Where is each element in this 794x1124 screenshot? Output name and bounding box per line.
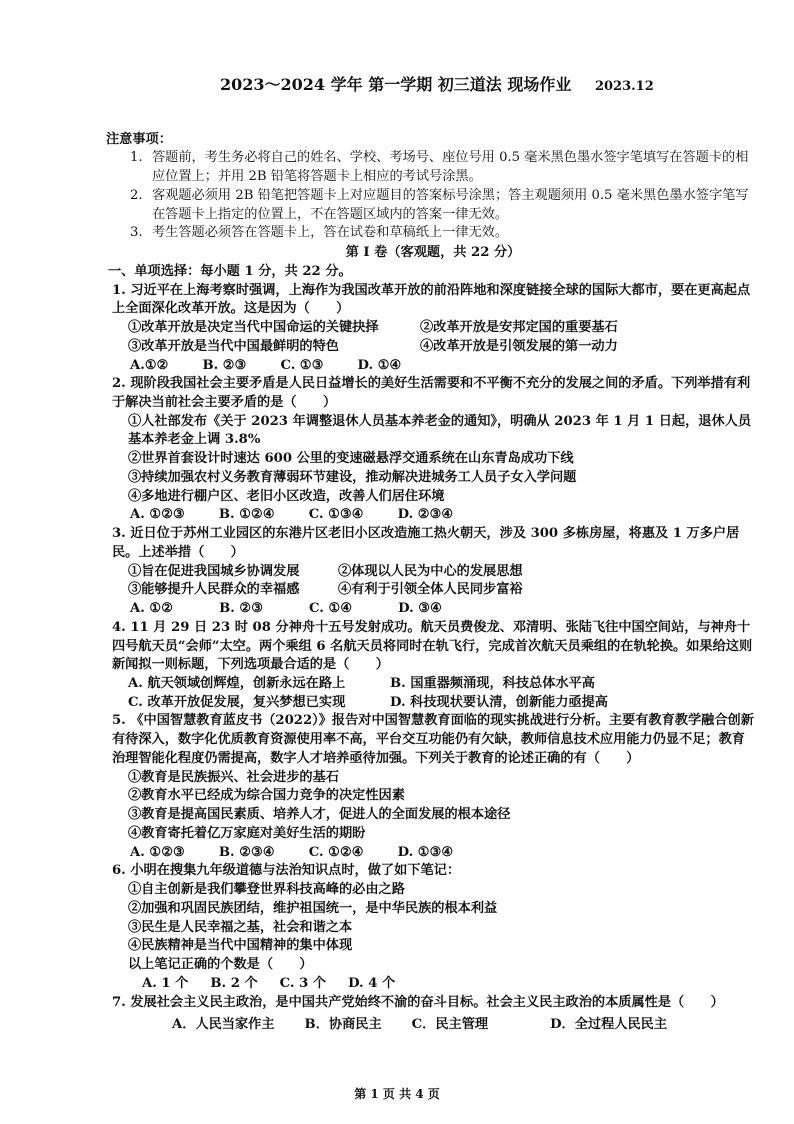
notice-section	[106, 131, 754, 243]
answer-choices	[112, 975, 754, 994]
question-stem: 1. 习近平在上海考察时强调，上海作为我国改革开放的前沿阵地和深度链接全球的国际大都市，要在更高起点上全面深化改革开放。这是因为（ ）	[112, 282, 751, 317]
question-1	[112, 282, 754, 376]
option-item: ①旨在促进我国城乡协调发展	[128, 563, 300, 579]
question-stem: 3. 近日位于苏州工业园区的东港片区老旧小区改造施工热火朝天，涉及 300 多栋房屋，将惠及 1 万多户居民。上述举措（ ）	[112, 526, 740, 560]
answer-choice: D. ②③④	[397, 507, 454, 523]
answer-choice: B. 2 个	[210, 975, 258, 991]
option-item: ④有利于引领全体人民同步富裕	[338, 582, 523, 598]
statement-line: ③民生是人民幸福之基，社会和谐之本	[128, 919, 353, 935]
question-stem: 2. 现阶段我国社会主要矛盾是人民日益增长的美好生活需要和不平衡不充分的发展之间的矛盾。下列举措有利于解决当前社会主要矛盾的是（ ）	[112, 376, 751, 410]
option-item: C. 改革开放促发展，复兴梦想已实现	[128, 694, 346, 710]
answer-choice: C. ①③④	[308, 507, 364, 523]
answer-choice: B. ②③④	[218, 844, 275, 860]
option-item: B. 国重器频涌现，科技总体水平高	[390, 676, 595, 692]
question-2	[112, 375, 754, 525]
answer-choices	[112, 506, 754, 525]
answer-choices	[112, 600, 754, 619]
option-row	[112, 581, 754, 600]
statement-line: ③持续加强农村义务教育薄弱环节建设，推动解决进城务工人员子女入学问题	[128, 469, 577, 485]
statement-line: ④多地进行棚户区、老旧小区改造，改善人们居住环境	[128, 488, 445, 504]
answer-choice: D．全过程人民民主	[550, 1017, 668, 1033]
answer-choice: A.①②	[130, 357, 169, 373]
answer-choice: A. ①②	[130, 601, 174, 617]
question-stem: 4. 11 月 29 日 23 时 08 分神舟十五号发射成功。航天员费俊龙、邓清明、张陆飞往中国空间站，与神舟十四号航天员“会师”太空。两个乘组 6 名航天员将同时在轨飞行，完成首次航天员乘组的在轨轮换。如果给这则新闻拟一则标题，下列选项最合适的是（ ）	[112, 619, 753, 673]
answer-choices	[112, 1016, 754, 1035]
statement-line: ④教育寄托着亿万家庭对美好生活的期盼	[128, 825, 366, 841]
question-4	[112, 619, 754, 713]
answer-choices	[112, 357, 754, 376]
answer-choice: B. ①②④	[218, 507, 275, 523]
statement-line: ①教育是民族振兴、社会进步的基石	[128, 769, 339, 785]
answer-choice: B. ②③	[202, 357, 247, 373]
option-row	[112, 694, 754, 713]
option-item: ③能够提升人民群众的幸福感	[128, 582, 300, 598]
question-6	[112, 862, 754, 993]
notice-title: 注意事项：	[106, 131, 172, 147]
notice-item	[130, 187, 754, 224]
answer-choice: A. ①②③	[130, 507, 185, 523]
page-footer: 第 1 页 共 4 页	[354, 1087, 440, 1101]
answer-choice: C. ①②④	[308, 844, 364, 860]
section-title: 一、单项选择：每小题 1 分，共 22 分。	[108, 263, 352, 279]
notice-text: 答题前，考生务必将自己的姓名、学校、考场号、座位号用 0.5 毫米黑色墨水签字笔填写在答题卡的相应位置上；并用 2B 铅笔将答题卡上相应的考试号涂黑。	[152, 150, 749, 185]
answer-choice: B．协商民主	[304, 1017, 382, 1033]
option-row	[112, 675, 754, 694]
answer-choice: C. ①③	[280, 357, 324, 373]
question-stem: 6. 小明在搜集九年级道德与法治知识点时，做了如下笔记：	[112, 863, 461, 879]
exam-title: 2023～2024 学年 第一学期 初三道法 现场作业	[220, 75, 572, 94]
option-row	[112, 338, 754, 357]
answer-choice: C. 3 个	[279, 975, 327, 991]
answer-choice: C．民主管理	[411, 1017, 489, 1033]
notice-text: 客观题必须用 2B 铅笔把答题卡上对应题目的答案标号涂黑；答主观题须用 0.5 毫米黑色墨水签字笔写在答题卡上指定的位置上，不在答题区域内的答案一律无效。	[152, 187, 749, 222]
question-stem: 5. 《中国智慧教育蓝皮书（2022）》报告对中国智慧教育面临的现实挑战进行分析。主要有教育教学融合创新有待深入，数字化优质教育资源使用率不高，平台交互功能仍有欠缺，教师信息技术应用能力仍显不足；教育治理智能化程度仍需提高，数字人才培养亟待加强。下列关于教育的论述正确的有（ ）	[112, 713, 754, 766]
statement-line: 以上笔记正确的个数是（ ）	[128, 957, 313, 973]
answer-choice: B. ②③	[219, 601, 264, 617]
option-item: A. 航天领域创辉煌，创新永远在路上	[128, 676, 346, 692]
notice-num: 2.	[130, 187, 143, 203]
question-5	[112, 712, 754, 862]
answer-choice: A．人民当家作主	[172, 1017, 275, 1033]
exam-date: 2023.12	[594, 79, 654, 94]
answer-choice: A. 1 个	[142, 975, 189, 991]
option-row	[112, 319, 754, 338]
notice-text: 考生答题必须答在答题卡上，答在试卷和草稿纸上一律无效。	[152, 225, 509, 241]
statement-line: ②世界首套设计时速达 600 公里的变速磁悬浮交通系统在山东青岛成功下线	[128, 451, 574, 467]
part-title: 第 Ⅰ 卷（客观题，共 22 分）	[345, 245, 521, 261]
answer-choice: D. 4 个	[348, 975, 396, 991]
option-item: ②体现以人民为中心的发展思想	[338, 563, 523, 579]
statement-line: ②教育水平已经成为综合国力竞争的决定性因素	[128, 788, 405, 804]
notice-num: 1.	[130, 150, 143, 166]
page-title	[220, 74, 754, 97]
option-item: ①改革开放是决定当代中国命运的关键抉择	[128, 320, 379, 336]
statement-line: ①人社部发布《关于 2023 年调整退休人员基本养老金的通知》，明确从 2023 年 1 月 1 日起，退休人员基本养老金上调 3.8%	[128, 413, 752, 448]
option-item: ④改革开放是引领发展的第一动力	[420, 338, 618, 354]
answer-choice: D. ①④	[357, 357, 402, 373]
notice-item	[130, 149, 754, 186]
question-stem: 7. 发展社会主义民主政治，是中国共产党始终不渝的奋斗目标。社会主义民主政治的本质属性是（ ）	[112, 994, 724, 1010]
statement-line: ①自主创新是我们攀登世界科技高峰的必由之路	[128, 882, 405, 898]
answer-choice: D. ③④	[398, 601, 442, 617]
statement-line: ④民族精神是当代中国精神的集中体现	[128, 938, 353, 954]
statement-line: ②加强和巩固民族团结，维护祖国统一，是中华民族的根本利益	[128, 900, 498, 916]
answer-choices	[112, 844, 754, 863]
option-item: ③改革开放是当代中国最鲜明的特色	[128, 338, 339, 354]
notice-num: 3.	[130, 225, 143, 241]
question-7	[112, 994, 754, 1035]
option-item: ②改革开放是安邦定国的重要基石	[420, 320, 618, 336]
question-3	[112, 525, 754, 619]
statement-line: ③教育是提高国民素质、培养人才，促进人的全面发展的根本途径	[128, 807, 511, 823]
answer-choice: D. ①③④	[397, 844, 454, 860]
answer-choice: A. ①②③	[130, 844, 185, 860]
notice-item	[130, 224, 754, 243]
answer-choice: C. ①④	[309, 601, 353, 617]
option-row	[112, 563, 754, 582]
option-item: D. 科技现状要认清，创新能力亟提高	[390, 694, 608, 710]
